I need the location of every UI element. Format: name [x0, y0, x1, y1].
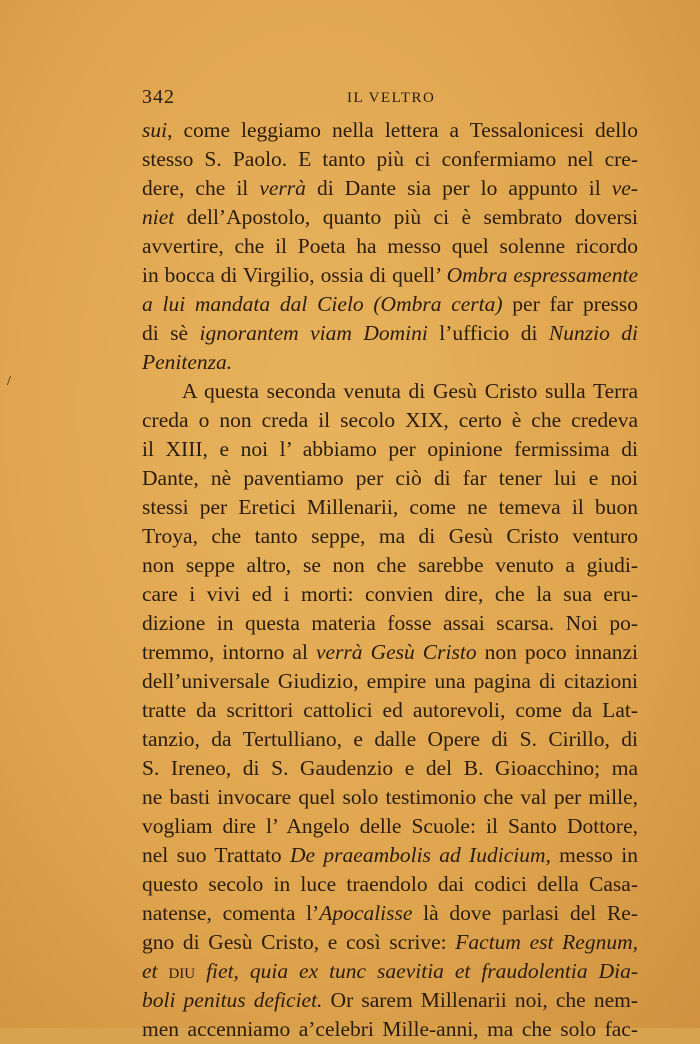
margin-mark: /	[7, 374, 11, 389]
italic-text: verrà Gesù Cristo	[315, 640, 477, 664]
text-segment: A questa seconda venuta di Gesù Cristo sulla Terra	[182, 379, 638, 403]
text-segment: dere, che il	[142, 176, 260, 200]
text-line	[142, 232, 638, 261]
text-segment: l’ufficio di	[427, 321, 549, 345]
italic-text: ve-	[611, 176, 638, 200]
text-segment: vogliam dire l’ Angelo delle Scuole: il Santo Dottore,	[142, 814, 638, 838]
body-text	[142, 116, 638, 1044]
text-segment: Or sarem Millenarii noi, che nem-	[322, 988, 638, 1012]
italic-text: niet	[142, 205, 175, 229]
text-line	[142, 812, 638, 841]
text-line	[142, 928, 638, 957]
text-line	[142, 638, 638, 667]
text-segment: stesso S. Paolo. E tanto più ci confermiamo nel cre-	[142, 147, 638, 171]
text-segment: di Dante sia per lo appunto il	[305, 176, 612, 200]
italic-text: Ombra espressamente	[446, 263, 638, 287]
text-line	[142, 870, 638, 899]
text-line	[142, 754, 638, 783]
text-segment: care i vivi ed i morti: convien dire, che la sua eru-	[142, 582, 638, 606]
text-line	[142, 145, 638, 174]
text-line	[142, 348, 638, 377]
text-line	[142, 783, 638, 812]
text-segment: non poco innanzi	[476, 640, 639, 664]
text-line	[142, 406, 638, 435]
text-line	[142, 522, 638, 551]
italic-text: Nunzio di	[548, 321, 638, 345]
text-line	[142, 1015, 638, 1044]
italic-text: boli penitus deficiet.	[142, 988, 323, 1012]
text-segment: dell’Apostolo, quanto più ci è sembrato doversi	[174, 205, 638, 229]
text-segment: gno di Gesù Cristo, e così scrive:	[142, 930, 456, 954]
text-segment: diu	[168, 959, 196, 983]
text-segment: il XIII, e noi l’ abbiamo per opinione fermissima di	[142, 437, 638, 461]
page-header	[142, 86, 642, 116]
text-line	[142, 957, 638, 986]
text-segment: là dove parlasi del Re-	[412, 901, 638, 925]
text-line	[142, 667, 638, 696]
text-segment: avvertire, che il Poeta ha messo quel solenne ricordo	[142, 234, 638, 258]
text-segment: non seppe altro, se non che sarebbe venuto a giudi-	[142, 553, 638, 577]
text-line	[142, 435, 638, 464]
text-segment: messo in	[550, 843, 638, 867]
running-title: IL VELTRO	[347, 90, 436, 106]
text-segment: tanzio, da Tertulliano, e dalle Opere di S. Cirillo, di	[142, 727, 638, 751]
text-line	[142, 290, 638, 319]
text-line	[142, 464, 638, 493]
text-segment: dell’universale Giudizio, empire una pagina di citazioni	[142, 669, 638, 693]
text-line	[142, 493, 638, 522]
text-line	[142, 203, 638, 232]
text-segment: stessi per Eretici Millenarii, come ne temeva il buon	[142, 495, 638, 519]
text-line	[142, 551, 638, 580]
text-line	[142, 696, 638, 725]
text-line	[142, 986, 638, 1015]
page-number: 342	[142, 86, 175, 108]
text-segment: natense, comenta l’	[142, 901, 320, 925]
text-segment: dizione in questa materia fosse assai scarsa. Noi po-	[142, 611, 638, 635]
text-line	[142, 116, 638, 145]
italic-text: ignorantem viam Domini	[199, 321, 428, 345]
text-line	[142, 725, 638, 754]
italic-text: verrà	[259, 176, 306, 200]
italic-text: a lui mandata dal Cielo (Ombra certa)	[142, 292, 503, 316]
text-line	[142, 261, 638, 290]
text-segment: Troya, che tanto seppe, ma di Gesù Cristo venturo	[142, 524, 638, 548]
text-line	[142, 609, 638, 638]
text-segment: , come leggiamo nella lettera a Tessalonicesi dello	[167, 118, 638, 142]
italic-text: Apocalisse	[319, 901, 413, 925]
italic-text: Factum est Regnum,	[455, 930, 638, 954]
text-segment: men accenniamo a’celebri Mille-anni, ma che solo fac-	[142, 1017, 638, 1041]
text-segment: per far presso	[502, 292, 638, 316]
text-segment: in bocca di Virgilio, ossia di quell’	[142, 263, 447, 287]
text-segment: tremmo, intorno al	[142, 640, 316, 664]
italic-text: De praeambolis ad Iudicium,	[290, 843, 551, 867]
text-segment: nel suo Trattato	[142, 843, 291, 867]
italic-text: sui	[142, 118, 168, 142]
text-line	[142, 899, 638, 928]
italic-text: fiet, quia ex tunc saevitia et fraudolentia Dia-	[195, 959, 638, 983]
text-line	[142, 377, 638, 406]
text-segment: di sè	[142, 321, 200, 345]
text-segment: tratte da scrittori cattolici ed autorevoli, come da Lat-	[142, 698, 638, 722]
text-line	[142, 174, 638, 203]
text-segment: Dante, nè paventiamo per ciò di far tener lui e noi	[142, 466, 638, 490]
text-segment: ne basti invocare quel solo testimonio che val per mille,	[142, 785, 638, 809]
text-segment: creda o non creda il secolo XIX, certo è che credeva	[142, 408, 638, 432]
text-line	[142, 580, 638, 609]
italic-text: Penitenza.	[142, 350, 233, 374]
italic-text: et	[142, 959, 169, 983]
text-segment: S. Ireneo, di S. Gaudenzio e del B. Gioacchino; ma	[142, 756, 638, 780]
text-line	[142, 841, 638, 870]
text-line	[142, 319, 638, 348]
text-segment: questo secolo in luce traendolo dai codici della Casa-	[142, 872, 638, 896]
